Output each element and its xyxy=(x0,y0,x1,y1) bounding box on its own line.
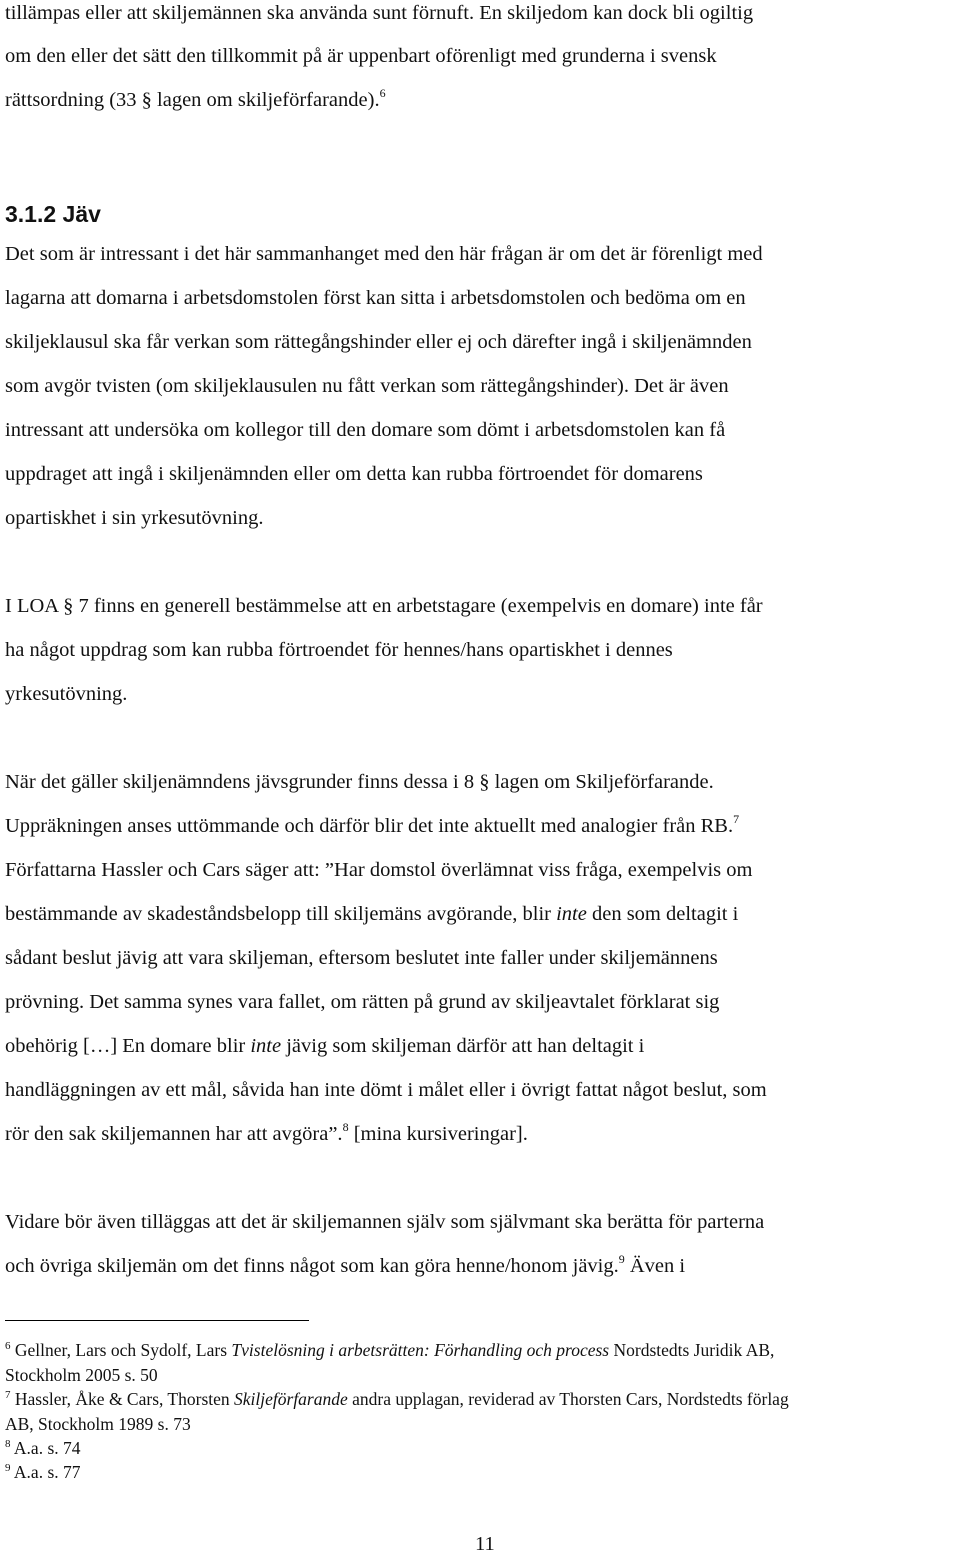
footnote-7-cont: AB, Stockholm 1989 s. 73 xyxy=(5,1414,191,1434)
body-line: bestämmande av skadeståndsbelopp till skiljemäns avgörande, blir inte den som deltagit i xyxy=(5,903,739,925)
body-line: I LOA § 7 finns en generell bestämmelse att en arbetstagare (exempelvis en domare) inte får xyxy=(5,595,763,617)
body-line: Det som är intressant i det här sammanhanget med den här frågan är om det är förenligt med xyxy=(5,243,763,265)
footnote-ref[interactable]: 9 xyxy=(618,1252,625,1266)
body-line: opartiskhet i sin yrkesutövning. xyxy=(5,507,264,529)
body-line: och övriga skiljemän om det finns något som kan göra henne/honom jävig.$^9$ Även i xyxy=(5,1252,686,1277)
body-line: Uppräkningen anses uttömmande och därför blir det inte aktuellt med analogier från RB.$^7$ xyxy=(5,812,740,837)
body-line: sådant beslut jävig att vara skiljeman, eftersom beslutet inte faller under skiljemännens xyxy=(5,947,718,969)
body-line: som avgör tvisten (om skiljeklausulen nu fått verkan som rättegångshinder). Det är även xyxy=(5,375,729,397)
body-line: obehörig […] En domare blir inte jävig som skiljeman därför att han deltagit i xyxy=(5,1035,645,1057)
body-line: handläggningen av ett mål, såvida han inte dömt i målet eller i övrigt fattat något beslut, som xyxy=(5,1079,767,1101)
footnote-6: $^6$ Gellner, Lars och Sydolf, Lars Tvistelösning i arbetsrätten: Förhandling och process Nordstedts Juridik AB, xyxy=(5,1340,775,1360)
page-number: 11 xyxy=(475,1533,495,1555)
body-line: Vidare bör även tilläggas att det är skiljemannen själv som självmant ska berätta för parterna xyxy=(5,1211,765,1233)
body-line: om den eller det sätt den tillkommit på är uppenbart oförenligt med grunderna i svensk xyxy=(5,45,717,67)
footnote-ref[interactable]: 7 xyxy=(733,812,740,826)
body-line: rör den sak skiljemannen har att avgöra”.$^8$ [mina kursiveringar]. xyxy=(5,1120,528,1145)
body-line: yrkesutövning. xyxy=(5,683,128,705)
footnote-ref[interactable]: 8 xyxy=(342,1120,349,1134)
body-line: Författarna Hassler och Cars säger att: ”Har domstol överlämnat viss fråga, exempelvis om xyxy=(5,859,753,881)
body-line: ha något uppdrag som kan rubba förtroendet för hennes/hans opartiskhet i dennes xyxy=(5,639,673,661)
body-line: lagarna att domarna i arbetsdomstolen först kan sitta i arbetsdomstolen och bedöma om en xyxy=(5,287,746,309)
italic-text: inte xyxy=(556,903,587,925)
footnote-separator xyxy=(5,1320,309,1321)
body-line: intressant att undersöka om kollegor till den domare som dömt i arbetsdomstolen kan få xyxy=(5,419,726,441)
footnote-6-cont: Stockholm 2005 s. 50 xyxy=(5,1365,158,1385)
body-line: uppdraget att ingå i skiljenämnden eller om detta kan rubba förtroendet för domarens xyxy=(5,463,703,485)
body-line: tillämpas eller att skiljemännen ska använda sunt förnuft. En skiljedom kan dock bli ogiltig xyxy=(5,2,754,24)
body-line: När det gäller skiljenämndens jävsgrunder finns dessa i 8 § lagen om Skiljeförfarande. xyxy=(5,771,714,793)
body-line: rättsordning (33 § lagen om skiljeförfarande).$^6$ xyxy=(5,86,386,111)
body-line: prövning. Det samma synes vara fallet, om rätten på grund av skiljeavtalet förklarat sig xyxy=(5,991,720,1013)
section-heading: 3.1.2 Jäv xyxy=(5,201,101,227)
footnote-ref[interactable]: 6 xyxy=(379,86,386,100)
footnote-9: $^9$ A.a. s. 77 xyxy=(5,1462,81,1482)
body-line: skiljeklausul ska får verkan som rättegångshinder eller ej och därefter ingå i skiljenämnden xyxy=(5,331,752,353)
footnote-8: $^8$ A.a. s. 74 xyxy=(5,1438,81,1458)
italic-text: inte xyxy=(250,1035,282,1057)
footnote-7: $^7$ Hassler, Åke & Cars, Thorsten Skiljeförfarande andra upplagan, reviderad av Thorsten Cars, Nordstedts förlag xyxy=(5,1389,789,1409)
